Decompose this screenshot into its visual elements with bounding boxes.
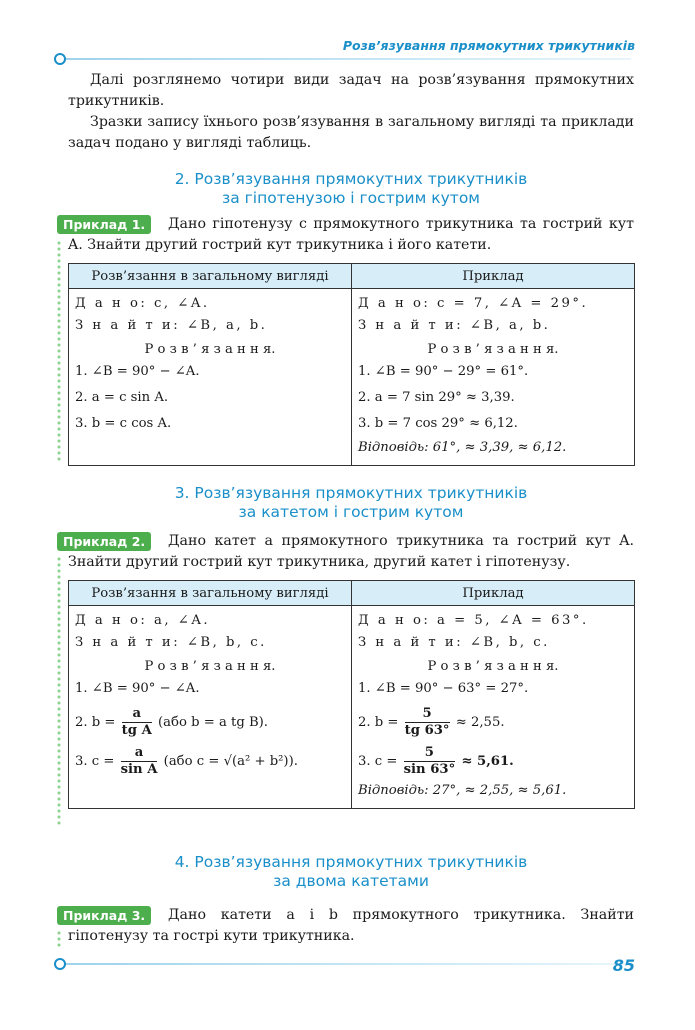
denominator: tg A [121, 723, 152, 738]
header-rule-dot [54, 53, 66, 65]
step-2-prefix: 2. b = [75, 715, 116, 730]
step-2-suffix: (або b = a tg B). [158, 715, 268, 730]
section-3-title-line-1: 3. Розв’язування прямокутних трикутників [174, 484, 528, 502]
step-2-suffix: ≈ 2,55. [455, 715, 505, 730]
find-line: З н а й т и: ∠B, b, c. [75, 635, 267, 650]
numerator: 5 [404, 745, 456, 762]
footer-rule-dot [54, 958, 66, 970]
section-3-title-line-2: за катетом і гострим кутом [238, 503, 464, 521]
table-header-example: Приклад [352, 264, 635, 289]
header-rule [56, 58, 631, 60]
page-number: 85 [612, 956, 635, 975]
step-2-prefix: 2. b = [358, 715, 399, 730]
example-cell [352, 289, 635, 466]
numerator: a [121, 745, 158, 762]
fraction [121, 745, 158, 778]
step-3: 3. b = 7 cos 29° ≈ 6,12. [358, 416, 518, 431]
general-solution-cell [69, 606, 352, 809]
given-line: Д а н о: c = 7, ∠A = 29°. [358, 296, 589, 311]
section-4-title [68, 853, 634, 891]
section-4-title-line-2: за двома катетами [273, 872, 429, 890]
step-3: 3. b = c cos A. [75, 416, 172, 431]
find-line: З н а й т и: ∠B, a, b. [358, 318, 551, 333]
example-3-badge: Приклад 3. [57, 906, 151, 925]
step-3-suffix: ≈ 5,61. [461, 754, 514, 769]
example-1-task: Дано гіпотенузу c прямокутного трикутника та гострий кут A. Знайти другий гострий кут трикутника і його катети. [68, 216, 634, 253]
section-2-title-line-1: 2. Розв’язування прямокутних трикутників [174, 170, 528, 188]
general-solution-cell [69, 289, 352, 466]
example-2-table [68, 580, 635, 809]
section-2-title [68, 170, 634, 208]
step-2 [358, 706, 628, 739]
table-header-general: Розв’язання в загальному вигляді [69, 264, 352, 289]
step-1: 1. ∠B = 90° − ∠A. [75, 681, 200, 696]
table-header-example: Приклад [352, 581, 635, 606]
example-1-dots [57, 240, 61, 462]
intro-paragraph-2: Зразки запису їхнього розв’язування в загальному вигляді та приклади задач подано у вигляді таблиць. [68, 114, 634, 151]
given-line: Д а н о: a, ∠A. [75, 613, 211, 628]
step-3 [358, 745, 628, 778]
find-line: З н а й т и: ∠B, a, b. [75, 318, 268, 333]
example-3-dots [57, 930, 61, 948]
fraction [404, 745, 456, 778]
given-line: Д а н о: a = 5, ∠A = 63°. [358, 613, 589, 628]
solution-heading: Р о з в ’ я з а н н я. [427, 342, 559, 357]
answer-line: Відповідь: 61°, ≈ 3,39, ≈ 6,12. [358, 440, 567, 455]
find-line: З н а й т и: ∠B, b, c. [358, 635, 550, 650]
step-1: 1. ∠B = 90° − 63° = 27°. [358, 681, 529, 696]
running-header-title: Розв’язування прямокутних трикутників [342, 38, 635, 53]
table-header-general: Розв’язання в загальному вигляді [69, 581, 352, 606]
fraction [405, 706, 450, 739]
solution-heading: Р о з в ’ я з а н н я. [427, 659, 559, 674]
example-1-table [68, 263, 635, 466]
section-4-title-line-1: 4. Розв’язування прямокутних трикутників [174, 853, 528, 871]
example-2-dots [57, 556, 61, 826]
example-2-task: Дано катет a прямокутного трикутника та гострий кут A. Знайти другий гострий кут трикутника, другий катет і гіпотенузу. [68, 533, 634, 570]
step-2: 2. a = c sin A. [75, 390, 169, 405]
example-3-task: Дано катети a і b прямокутного трикутника. Знайти гіпотенузу та гострі кути трикутника. [68, 907, 634, 944]
given-line: Д а н о: c, ∠A. [75, 296, 210, 311]
footer-rule [56, 963, 631, 965]
step-1: 1. ∠B = 90° − 29° = 61°. [358, 364, 529, 379]
example-cell [352, 606, 635, 809]
solution-heading: Р о з в ’ я з а н н я. [144, 659, 276, 674]
example-1-badge: Приклад 1. [57, 215, 151, 234]
intro-paragraph-1: Далі розглянемо чотири види задач на розв’язування прямокутних трикутників. [68, 72, 634, 109]
answer-line: Відповідь: 27°, ≈ 2,55, ≈ 5,61. [358, 783, 567, 798]
solution-heading: Р о з в ’ я з а н н я. [144, 342, 276, 357]
step-1: 1. ∠B = 90° − ∠A. [75, 364, 200, 379]
step-3-prefix: 3. c = [358, 754, 398, 769]
denominator: sin A [120, 762, 158, 777]
numerator: 5 [405, 706, 450, 723]
intro-text [68, 70, 634, 154]
step-3 [75, 745, 345, 778]
section-2-title-line-2: за гіпотенузою і гострим кутом [222, 189, 480, 207]
step-2 [75, 706, 345, 739]
denominator: tg 63° [404, 723, 450, 738]
fraction [122, 706, 152, 739]
denominator: sin 63° [403, 762, 456, 777]
step-2: 2. a = 7 sin 29° ≈ 3,39. [358, 390, 515, 405]
section-3-title [68, 484, 634, 522]
step-3-suffix: (або c = √(a² + b²)). [163, 754, 298, 769]
numerator: a [122, 706, 152, 723]
step-3-prefix: 3. c = [75, 754, 115, 769]
example-2-badge: Приклад 2. [57, 532, 151, 551]
